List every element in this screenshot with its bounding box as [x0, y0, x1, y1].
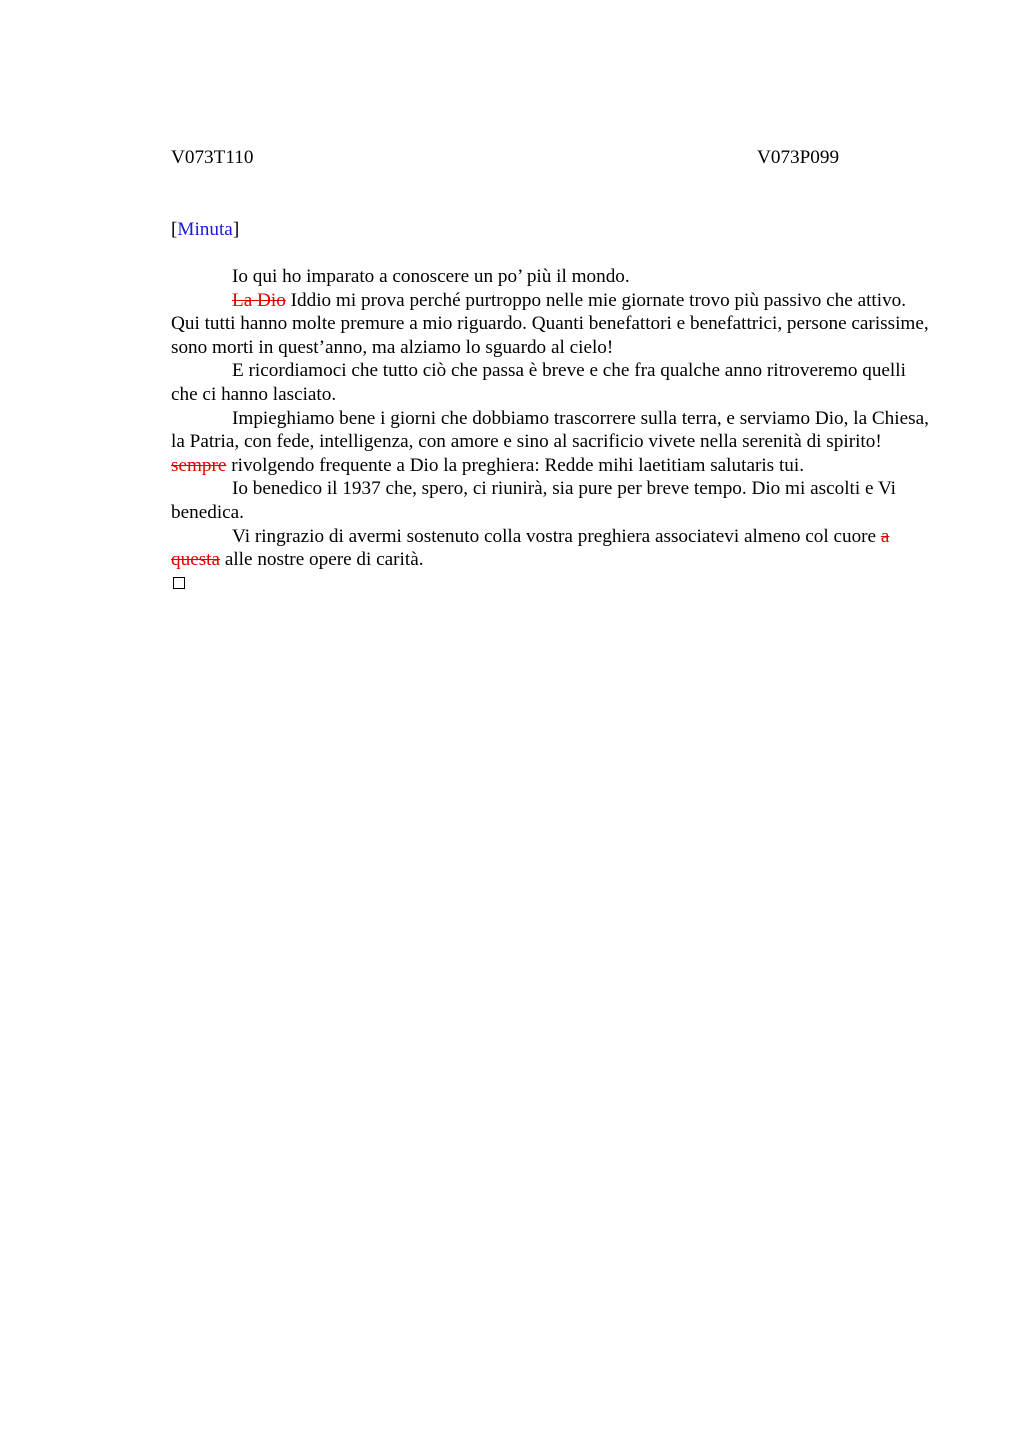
- paragraph-2: [171, 289, 929, 360]
- paragraph-3: [171, 359, 929, 406]
- paragraph-4-text-after: rivolgendo frequente a Dio la preghiera: Redde mihi laetitiam salutaris tui.: [226, 454, 804, 476]
- label-open-bracket: [: [171, 219, 178, 240]
- document-code-left: V073T110: [171, 147, 254, 168]
- paragraph-1-text: Io qui ho imparato a conoscere un po’ più il mondo.: [232, 266, 630, 287]
- paragraph-6: [171, 525, 929, 572]
- paragraph-4-text-before: Impieghiamo bene i giorni che dobbiamo trascorrere sulla terra, e serviamo Dio, la Chiesa, la Patria, con fede, intelligenza, con amore e sino al sacrificio vivete nella serenità di spirito!: [171, 407, 929, 453]
- paragraph-2-text: Iddio mi prova perché purtroppo nelle mie giornate trovo più passivo che attivo. Qui tutti hanno molte premure a mio riguardo. Quanti benefattori e benefattrici, persone carissime, sono morti in quest’anno, ma alziamo lo sguardo al cielo!: [171, 289, 929, 358]
- label-minuta: Minuta: [177, 219, 233, 240]
- paragraph-5: [171, 477, 929, 524]
- paragraph-5-text: Io benedico il 1937 che, spero, ci riunirà, sia pure per breve tempo. Dio mi ascolti e Vi benedica.: [171, 478, 896, 523]
- paragraph-6-text-after: alle nostre opere di carità.: [220, 549, 424, 571]
- document-code-right: V073P099: [757, 147, 840, 168]
- document-type-label: [171, 218, 239, 242]
- paragraph-4: [171, 407, 929, 478]
- deleted-text: La Dio: [232, 289, 286, 311]
- deleted-text: sempre: [171, 454, 227, 476]
- label-close-bracket: ]: [232, 219, 240, 240]
- deleted-text: a questa: [171, 525, 890, 571]
- paragraph-3-text: E ricordiamoci che tutto ciò che passa è breve e che fra qualche anno ritroveremo quelli che ci hanno lasciato.: [171, 360, 906, 405]
- letter-body: [171, 265, 929, 589]
- paragraph-6-text-before: Vi ringrazio di avermi sostenuto colla vostra preghiera associatevi almeno col cuore: [232, 525, 881, 547]
- empty-square-icon: [173, 577, 185, 589]
- paragraph-1: [171, 265, 929, 289]
